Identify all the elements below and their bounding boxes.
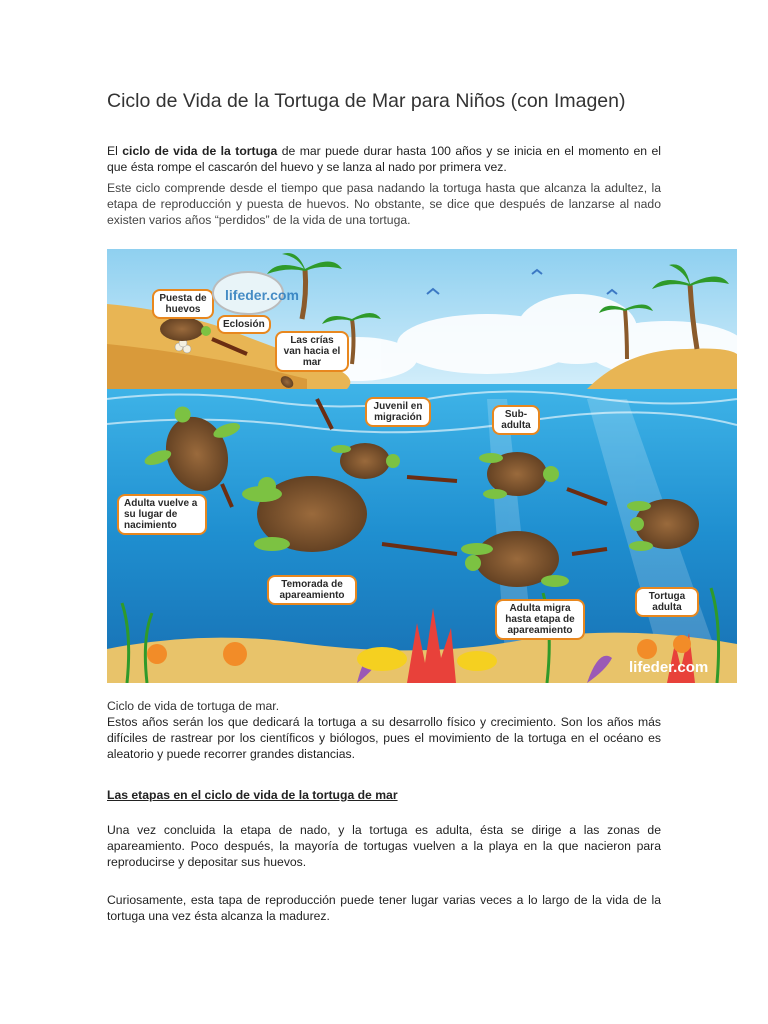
label-crias: Las crías van hacia el mar <box>275 331 349 372</box>
intro-bold: ciclo de vida de la tortuga <box>122 144 278 158</box>
watermark-bottom: lifeder.com <box>629 659 709 676</box>
intro-post: de mar puede durar hasta 100 años y se inicia en el momento en el que ésta rompe el cascarón del huevo y se lanza al nado por primera vez. <box>107 144 661 174</box>
label-juvenil: Juvenil en migración <box>365 397 431 427</box>
life-cycle-illustration <box>107 249 737 683</box>
paragraph-3: Estos años serán los que dedicará la tortuga a su desarrollo físico y crecimiento. Son los años más difíciles de rastrear por los científicos y biólogos, pues el movimiento de la tortuga en el océano es aleatorio y puede recorrer grandes distancias. <box>107 715 661 761</box>
page-title: Ciclo de Vida de la Tortuga de Mar para Niños (con Imagen) <box>107 90 626 112</box>
paragraph-5: Curiosamente, esta tapa de reproducción puede tener lugar varias veces a lo largo de la vida de la tortuga una vez ésta alcanza la madurez. <box>107 893 661 923</box>
label-eclosion: Eclosión <box>217 315 271 334</box>
section-heading: Las etapas en el ciclo de vida de la tortuga de mar <box>107 788 398 802</box>
label-temporada: Temorada de apareamiento <box>267 575 357 605</box>
watermark-top: lifeder.com <box>225 287 299 303</box>
label-tortuga-adulta: Tortuga adulta <box>635 587 699 617</box>
label-subadulta: Sub-adulta <box>492 405 540 435</box>
paragraph-2: Este ciclo comprende desde el tiempo que pasa nadando la tortuga hasta que alcanza la adultez, la etapa de reproducción y puesta de huevos. No obstante, se dice que después de lanzarse al nado existen varios años “perdidos” de la vida de una tortuga. <box>107 181 661 227</box>
label-adulta-vuelve: Adulta vuelve a su lugar de nacimiento <box>117 494 207 535</box>
label-puesta-de-huevos: Puesta de huevos <box>152 289 214 319</box>
figure-caption: Ciclo de vida de tortuga de mar. <box>107 699 280 713</box>
label-adulta-migra: Adulta migra hasta etapa de apareamiento <box>495 599 585 640</box>
intro-pre: El <box>107 144 123 158</box>
paragraph-4: Una vez concluida la etapa de nado, y la tortuga es adulta, ésta se dirige a las zonas de apareamiento. Poco después, la mayoría de tortugas vuelven a la playa en la que nacieron para reproducirse y depositar sus huevos. <box>107 823 661 869</box>
intro-paragraph <box>107 143 661 175</box>
